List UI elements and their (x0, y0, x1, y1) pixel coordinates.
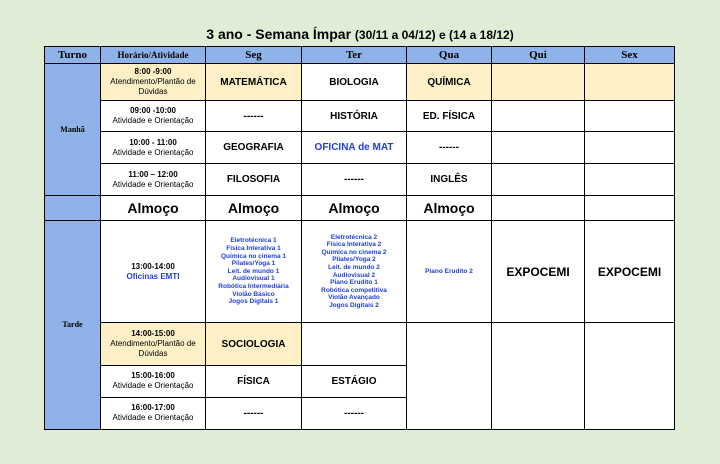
time-cell (101, 164, 206, 196)
cell-ter: BIOLOGIA (302, 64, 407, 101)
time-label: 10:00 - 11:00 (129, 137, 177, 147)
time-cell (101, 365, 206, 397)
time-label: 13:00-14:00 (131, 261, 175, 271)
time-label: 15:00-16:00 (131, 371, 175, 381)
activity-label: Atividade e Orientação (112, 116, 194, 126)
cell-seg: MATEMÁTICA (206, 64, 302, 101)
cell-sex-oficinas: EXPOCEMI (585, 220, 675, 322)
cell-qua: ------ (407, 132, 492, 164)
cell-qua: QUÍMICA (407, 64, 492, 101)
activity-label: Atividade e Orientação (112, 413, 194, 423)
time-cell (101, 220, 206, 322)
schedule-table (44, 46, 675, 430)
lunch-cell: Almoço (302, 196, 407, 221)
header-qua: Qua (407, 47, 492, 64)
table-row (45, 164, 675, 196)
list-item: Leit. de mundo 2 (328, 263, 380, 271)
title-main: 3 ano - Semana Ímpar (206, 26, 352, 42)
time-label: 14:00-15:00 (131, 329, 175, 339)
cell-sex (585, 164, 675, 196)
table-row (45, 220, 675, 322)
list-item: Violão Avançado (328, 294, 380, 302)
cell-seg: ------ (206, 397, 302, 429)
cell-ter: ESTÁGIO (302, 365, 407, 397)
cell-sex (585, 64, 675, 101)
lunch-cell: Almoço (407, 196, 492, 221)
cell-qua-empty (407, 323, 492, 430)
list-item: Pilates/Yoga 1 (231, 260, 276, 268)
list-item: Audiovisual 1 (232, 275, 275, 283)
header-turno: Turno (45, 47, 101, 64)
time-label: 11:00 – 12:00 (128, 169, 178, 179)
activity-label: Atendimento/Plantão de Dúvidas (110, 77, 196, 97)
cell-ter: OFICINA de MAT (302, 132, 407, 164)
list-item: Física Interativa 1 (226, 244, 281, 252)
activity-label: Atividade e Orientação (112, 179, 194, 189)
turno-lunch (45, 196, 101, 221)
time-label: 8:00 -9:00 (134, 67, 172, 77)
title-dates: (30/11 a 04/12) e (14 a 18/12) (354, 28, 514, 42)
time-cell (101, 101, 206, 132)
list-item: Química no cinema 1 (220, 252, 287, 260)
cell-sex (585, 101, 675, 132)
list-item: Jogos Digitais 2 (329, 301, 379, 309)
cell-seg: ------ (206, 101, 302, 132)
turno-manha: Manhã (45, 64, 101, 196)
lunch-cell: Almoço (101, 196, 206, 221)
header-qui: Qui (492, 47, 585, 64)
list-item: Piano Erudito 1 (330, 279, 378, 287)
time-label: 16:00-17:00 (131, 403, 175, 413)
cell-qua-oficinas: Piano Erudito 2 (407, 220, 492, 322)
list-item: Robótica Intermediária (218, 282, 289, 290)
cell-seg: SOCIOLOGIA (206, 323, 302, 366)
time-cell (101, 64, 206, 101)
lunch-cell: Almoço (206, 196, 302, 221)
time-cell (101, 397, 206, 429)
list-item: Eletrotécnica 1 (230, 237, 277, 245)
cell-qui-oficinas: EXPOCEMI (492, 220, 585, 322)
activity-label: Atendimento/Plantão de Dúvidas (110, 339, 196, 359)
cell-ter: ------ (302, 164, 407, 196)
activity-label: Oficinas EMTI (126, 271, 180, 281)
table-row (45, 323, 675, 366)
lunch-empty (585, 196, 675, 221)
list-item: Pilates/Yoga 2 (332, 256, 376, 264)
cell-sex (585, 132, 675, 164)
cell-seg: GEOGRAFIA (206, 132, 302, 164)
list-item: Violão Básico (232, 290, 275, 298)
list-item: Leit. de mundo 1 (227, 267, 280, 275)
turno-tarde: Tarde (45, 220, 101, 429)
time-cell (101, 323, 206, 366)
activity-label: Atividade e Orientação (112, 147, 194, 157)
header-sex: Sex (585, 47, 675, 64)
table-row (45, 64, 675, 101)
page-title (0, 26, 720, 43)
activity-label: Atividade e Orientação (112, 381, 194, 391)
lunch-empty (492, 196, 585, 221)
list-item: Física Interativa 2 (326, 241, 382, 249)
time-cell (101, 132, 206, 164)
cell-ter: HISTÓRIA (302, 101, 407, 132)
cell-qua: INGLÊS (407, 164, 492, 196)
cell-seg: FILOSOFIA (206, 164, 302, 196)
cell-ter-oficinas (302, 220, 407, 322)
table-row (45, 101, 675, 132)
header-row (45, 47, 675, 64)
cell-qua: ED. FÍSICA (407, 101, 492, 132)
header-horario: Horário/Atividade (101, 47, 206, 64)
cell-qui (492, 164, 585, 196)
lunch-row (45, 196, 675, 221)
list-item: Audiovisual 2 (332, 271, 376, 279)
cell-seg-oficinas (206, 220, 302, 322)
table-row (45, 132, 675, 164)
time-label: 09:00 -10:00 (130, 106, 176, 116)
cell-sex-empty (585, 323, 675, 430)
list-item: Química no cinema 2 (321, 248, 387, 256)
header-ter: Ter (302, 47, 407, 64)
cell-ter (302, 323, 407, 366)
cell-qui (492, 132, 585, 164)
cell-qui-empty (492, 323, 585, 430)
cell-qui (492, 101, 585, 132)
cell-seg: FÍSICA (206, 365, 302, 397)
list-item: Jogos Digitais 1 (228, 298, 279, 306)
list-item: Eletrotécnica 2 (330, 233, 378, 241)
list-item: Robótica competitiva (321, 286, 387, 294)
cell-ter: ------ (302, 397, 407, 429)
cell-qui (492, 64, 585, 101)
header-seg: Seg (206, 47, 302, 64)
